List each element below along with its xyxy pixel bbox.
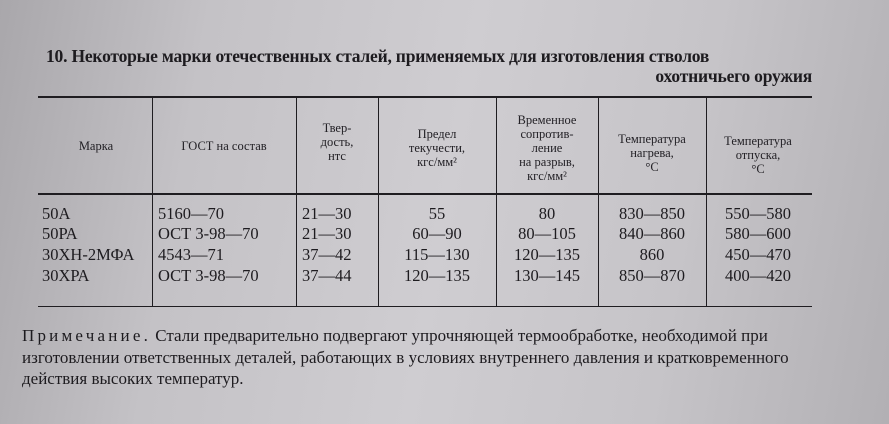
column-header-mark	[40, 139, 152, 153]
column-header-line: Температура	[724, 134, 792, 148]
column-header-line: ление	[531, 141, 563, 155]
column-header-line: текучести,	[408, 141, 466, 155]
column-header-gost	[152, 139, 296, 153]
table-title-line2: охотничьего оружия	[655, 66, 812, 86]
column-header-line: на разрыв,	[519, 155, 575, 169]
column-header-line: Марка	[78, 139, 114, 153]
table-cell-tensile: 80	[538, 204, 556, 223]
table-cell-gost: 5160—70	[158, 204, 224, 223]
column-header-line: ГОСТ на состав	[181, 139, 267, 153]
table-cell-mark: 50РА	[42, 224, 78, 243]
table-cell-temper_temp: 580—600	[725, 224, 791, 243]
column-header-line: кгс/мм²	[527, 169, 567, 183]
note-text: Стали предварительно подвергают упрочняющей термообработке, необходимой при изготовлении ответственных деталей, работающих в условиях внутреннего давления и кратковременного действия высоких температур.	[22, 326, 789, 388]
table-cell-yield: 55	[428, 204, 446, 223]
table-bottom-rule	[38, 306, 812, 307]
table-title	[46, 46, 816, 86]
column-header-line: Временное	[517, 113, 577, 127]
column-header-tensile	[496, 113, 598, 183]
column-header-temper_temp	[706, 134, 810, 176]
table-top-rule	[38, 96, 812, 98]
column-header-line: нтс	[328, 149, 346, 163]
table-cell-mark: 30ХРА	[42, 266, 90, 285]
column-header-line: Температура	[618, 132, 686, 146]
column-header-line: нагрева,	[630, 146, 674, 160]
table-cell-heat_temp: 830—850	[619, 204, 685, 223]
table-cell-temper_temp: 550—580	[725, 204, 791, 223]
table-cell-gost: ОСТ 3-98—70	[158, 266, 259, 285]
table-cell-tensile: 120—135	[514, 245, 580, 264]
column-header-yield	[378, 127, 496, 169]
table-cell-heat_temp: 850—870	[619, 266, 685, 285]
column-header-line: Твер-	[322, 121, 352, 135]
column-header-line: кгс/мм²	[417, 155, 457, 169]
column-header-hardness	[296, 121, 378, 163]
table-cell-gost: ОСТ 3-98—70	[158, 224, 259, 243]
table-cell-mark: 30ХН-2МФА	[42, 245, 135, 264]
table-cell-yield: 115—130	[404, 245, 470, 264]
column-header-line: сопротив-	[520, 127, 574, 141]
table-cell-tensile: 80—105	[518, 224, 576, 243]
table-cell-tensile: 130—145	[514, 266, 580, 285]
column-header-line: дость,	[320, 135, 354, 149]
table-title-line1: 10. Некоторые марки отечественных сталей, применяемых для изготовления стволов	[46, 46, 710, 66]
table-header-rule	[38, 193, 812, 195]
table-cell-hardness: 37—44	[302, 266, 352, 285]
table-note	[22, 325, 822, 390]
table-cell-hardness: 21—30	[302, 204, 352, 223]
table-cell-gost: 4543—71	[158, 245, 224, 264]
table-cell-hardness: 21—30	[302, 224, 352, 243]
column-header-line: °С	[645, 160, 659, 174]
table-cell-heat_temp: 840—860	[619, 224, 685, 243]
table-cell-mark: 50А	[42, 204, 71, 223]
column-header-line: °С	[751, 162, 765, 176]
note-label: Примечание.	[22, 326, 152, 345]
column-divider	[152, 96, 153, 306]
table-cell-temper_temp: 400—420	[725, 266, 791, 285]
table-cell-temper_temp: 450—470	[725, 245, 791, 264]
table-cell-yield: 120—135	[404, 266, 470, 285]
column-header-line: отпуска,	[735, 148, 781, 162]
table-cell-heat_temp: 860	[639, 245, 665, 264]
table-cell-hardness: 37—42	[302, 245, 352, 264]
column-header-heat_temp	[598, 132, 706, 174]
table-cell-yield: 60—90	[412, 224, 462, 243]
column-header-line: Предел	[417, 127, 457, 141]
